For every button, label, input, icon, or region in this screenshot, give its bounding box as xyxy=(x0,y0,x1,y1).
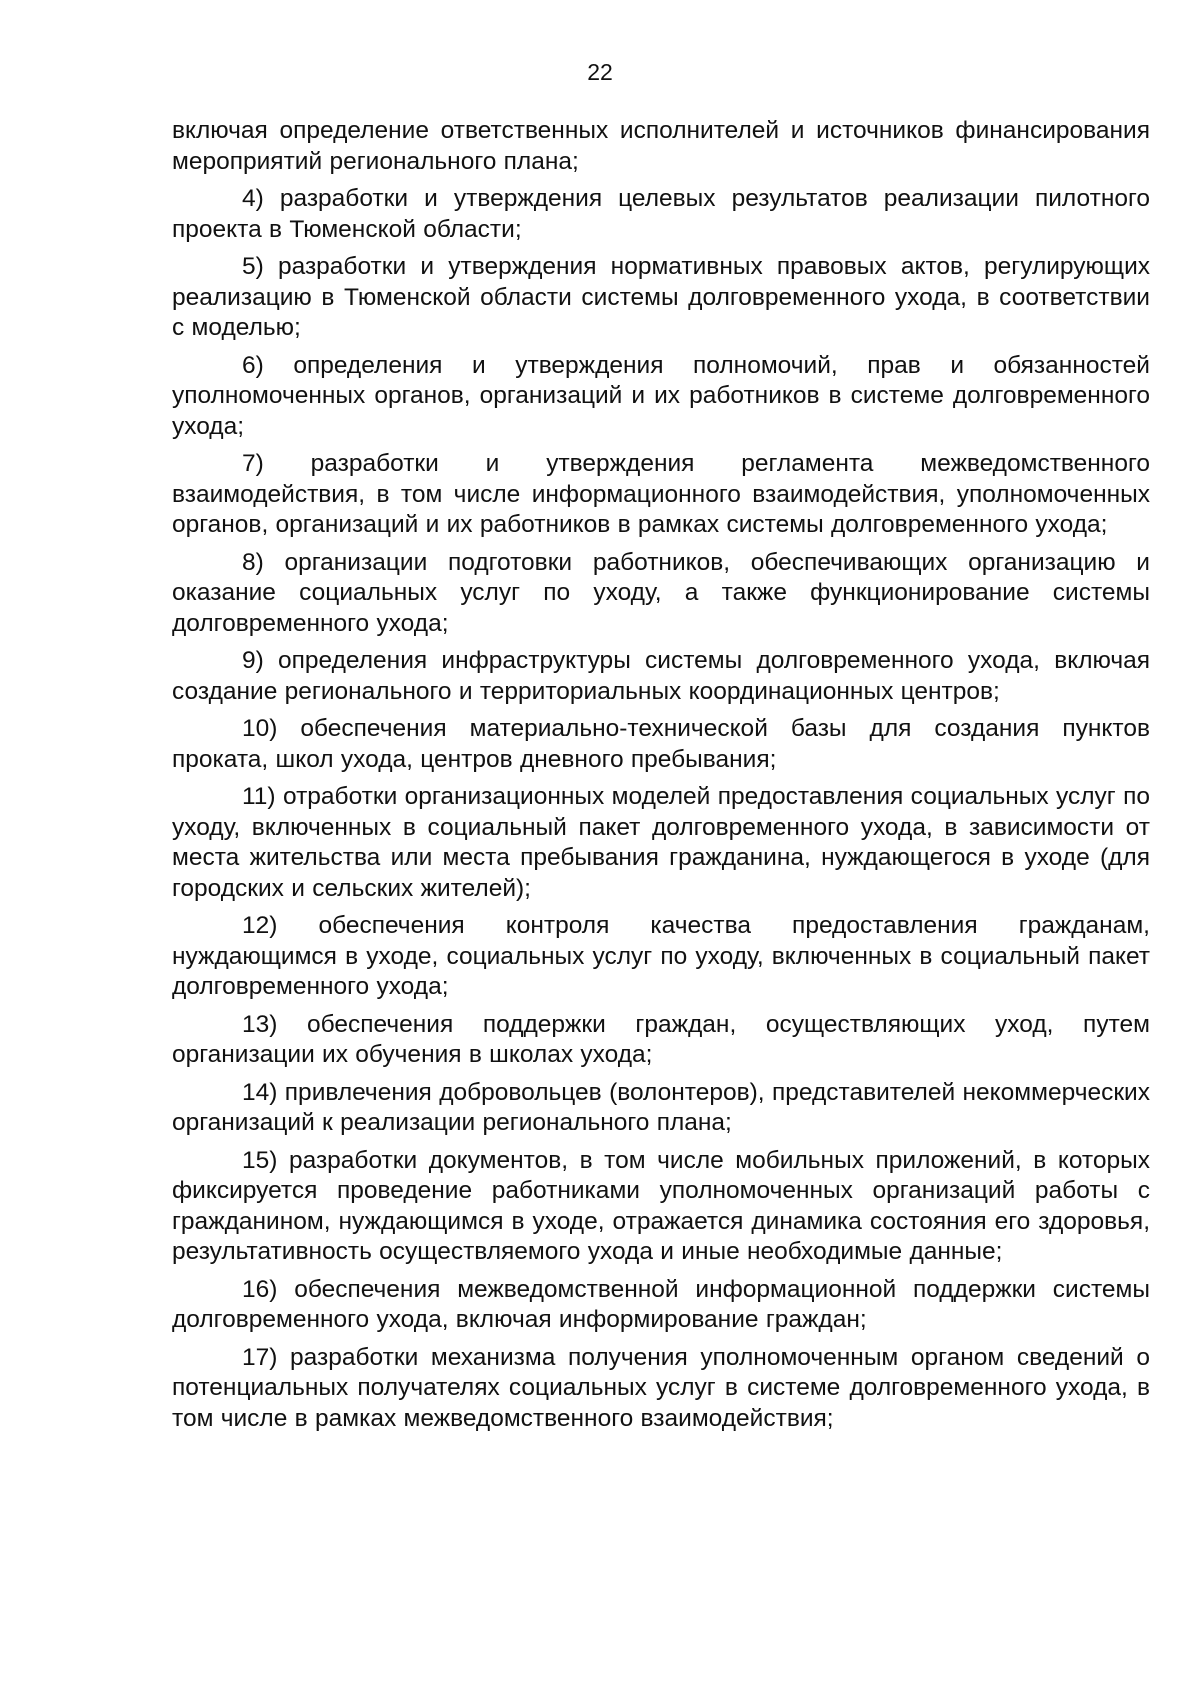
page-number: 22 xyxy=(587,59,613,85)
list-item-7: 7) разработки и утверждения регламента межведомственного взаимодействия, в том числе информационного взаимодействия, уполномоченных органов, организаций и их работников в рамках системы долговременного ухода; xyxy=(172,450,1150,538)
document-body xyxy=(172,116,1150,1441)
list-item-11: 11) отработки организационных моделей предоставления социальных услуг по уходу, включенных в социальный пакет долговременного ухода, в зависимости от места жительства или места пребывания гражданина, нуждающегося в уходе (для городских и сельских жителей); xyxy=(172,783,1150,902)
paragraph-continuation: включая определение ответственных исполнителей и источников финансирования мероприятий регионального плана; xyxy=(172,117,1150,175)
list-item-12: 12) обеспечения контроля качества предоставления гражданам, нуждающимся в уходе, социальных услуг по уходу, включенных в социальный пакет долговременного ухода; xyxy=(172,912,1150,1000)
list-item-10: 10) обеспечения материально-технической базы для создания пунктов проката, школ ухода, центров дневного пребывания; xyxy=(172,715,1150,773)
list-item-8: 8) организации подготовки работников, обеспечивающих организацию и оказание социальных услуг по уходу, а также функционирование системы долговременного ухода; xyxy=(172,548,1150,637)
list-item-14: 14) привлечения добровольцев (волонтеров), представителей некоммерческих организаций к реализации регионального плана; xyxy=(172,1078,1150,1136)
list-item-6: 6) определения и утверждения полномочий, прав и обязанностей уполномоченных органов, организаций и их работников в системе долговременного ухода; xyxy=(172,351,1150,440)
list-item-13: 13) обеспечения поддержки граждан, осуществляющих уход, путем организации их обучения в школах ухода; xyxy=(172,1010,1150,1068)
list-item-5: 5) разработки и утверждения нормативных правовых актов, регулирующих реализацию в Тюменской области системы долговременного ухода, в соответствии с моделью; xyxy=(172,253,1150,341)
list-item-15: 15) разработки документов, в том числе мобильных приложений, в которых фиксируется проведение работниками уполномоченных организаций работы с гражданином, нуждающимся в уходе, отражается динамика состояния его здоровья, результативность осуществляемого ухода и иные необходимые данные; xyxy=(172,1146,1150,1265)
list-item-4: 4) разработки и утверждения целевых результатов реализации пилотного проекта в Тюменской области; xyxy=(172,185,1150,243)
list-item-16: 16) обеспечения межведомственной информационной поддержки системы долговременного ухода, включая информирование граждан; xyxy=(172,1275,1150,1333)
list-item-9: 9) определения инфраструктуры системы долговременного ухода, включая создание регионального и территориальных координационных центров; xyxy=(172,647,1150,705)
list-item-17: 17) разработки механизма получения уполномоченным органом сведений о потенциальных получателях социальных услуг в системе долговременного ухода, в том числе в рамках межведомственного взаимодействия; xyxy=(172,1343,1150,1432)
